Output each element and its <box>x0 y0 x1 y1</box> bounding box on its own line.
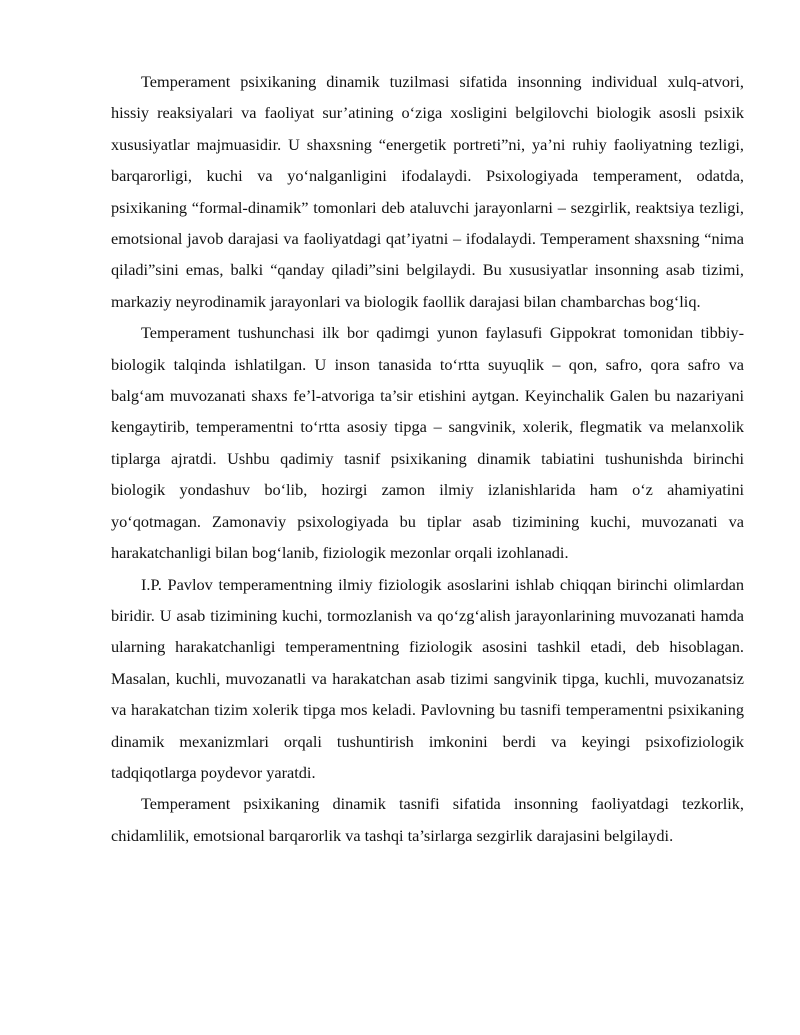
paragraph-pavlov: I.P. Pavlov temperamentning ilmiy fiziologik asoslarini ishlab chiqqan birinchi olimlardan biridir. U asab tizimining kuchi, tormozlanish va qo‘zg‘alish jarayonlarining muvozanati hamda ularning harakatchanligi temperamentning fiziologik asosini tashkil etadi, deb hisoblagan. Masalan, kuchli, muvozanatli va harakatchan asab tizimi sangvinik tipga, kuchli, muvozanatsiz va harakatchan tizim xolerik tipga mos keladi. Pavlovning bu tasnifi temperamentni psixikaning dinamik mexanizmlari orqali tushuntirish imkonini berdi va keyingi psixofiziologik tadqiqotlarga poydevor yaratdi. <box>111 574 744 782</box>
document-body <box>111 66 744 851</box>
paragraph-hippocrates-galen: Temperament tushunchasi ilk bor qadimgi yunon faylasufi Gippokrat tomonidan tibbiy-biologik talqinda ishlatilgan. U inson tanasida to‘rtta suyuqlik – qon, safro, qora safro va balg‘am muvozanati shaxs fe’l-atvoriga ta’sir etishini aytgan. Keyinchalik Galen bu nazariyani kengaytirib, temperamentni to‘rtta asosiy tipga – sangvinik, xolerik, flegmatik va melanxolik tiplarga ajratdi. Ushbu qadimiy tasnif psixikaning dinamik tabiatini tushunishda birinchi biologik yondashuv bo‘lib, hozirgi zamon ilmiy izlanishlarida ham o‘z ahamiyatini yo‘qotmagan. Zamonaviy psixologiyada bu tiplar asab tizimining kuchi, muvozanati va harakatchanligi bilan bog‘lanib, fiziologik mezonlar orqali izohlanadi. <box>111 323 744 563</box>
paragraph-dynamic-classification: Temperament psixikaning dinamik tasnifi sifatida insonning faoliyatdagi tezkorlik, chidamlilik, emotsional barqarorlik va tashqi ta’sirlarga sezgirlik darajasini belgilaydi. <box>111 794 744 845</box>
paragraph-temperament-definition: Temperament psixikaning dinamik tuzilmasi sifatida insonning individual xulq-atvori, hissiy reaksiyalari va faoliyat sur’atining o‘ziga xosligini belgilovchi biologik asosli psixik xususiyatlar majmuasidir. U shaxsning “energetik portreti”ni, ya’ni ruhiy faoliyatning tezligi, barqarorligi, kuchi va yo‘nalganligini ifodalaydi. Psixologiyada temperament, odatda, psixikaning “formal-dinamik” tomonlari deb ataluvchi jarayonlarni – sezgirlik, reaktsiya tezligi, emotsional javob darajasi va faoliyatdagi qat’iyatni – ifodalaydi. Temperament shaxsning “nima qiladi”sini emas, balki “qanday qiladi”sini belgilaydi. Bu xususiyatlar insonning asab tizimi, markaziy neyrodinamik jarayonlari va biologik faollik darajasi bilan chambarchas bog‘liq. <box>111 72 744 311</box>
